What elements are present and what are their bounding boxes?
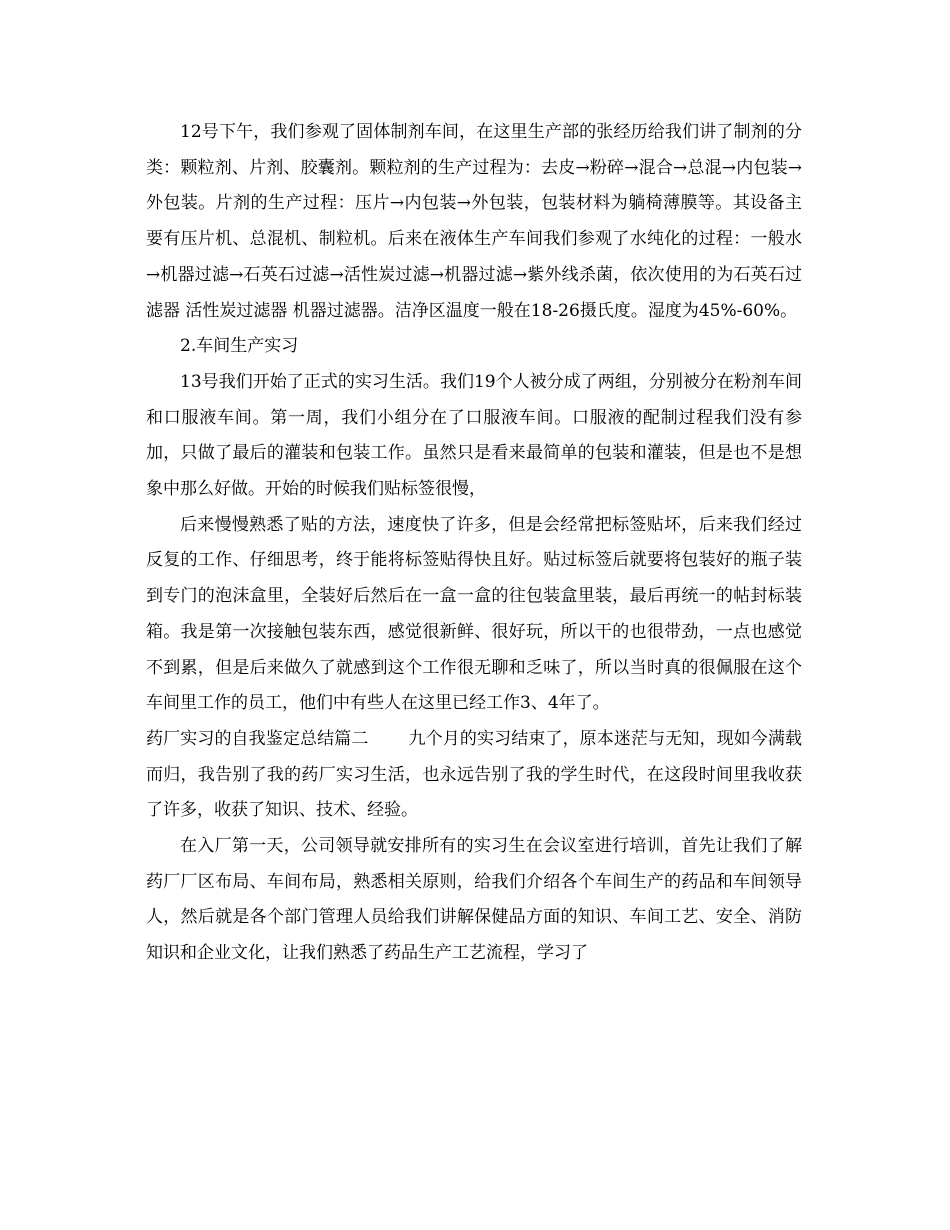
document-body [146, 115, 802, 972]
paragraph-internship-start: 13号我们开始了正式的实习生活。我们19个人被分成了两组，分别被分在粉剂车间和口服液车间。第一周，我们小组分在了口服液车间。口服液的配制过程我们没有参加，只做了最后的灌装和包装工作。虽然只是看来最简单的包装和灌装，但是也不是想象中那么好做。开始的时候我们贴标签很慢， [146, 371, 802, 500]
section-lead: 九个月的实习结束了，原本迷茫与无知，现如今满载而归，我告别了我的药厂实习生活，也永远告别了我的学生时代，在这段时间里我收获了许多，收获了知识、技术、经验。 [146, 728, 803, 821]
section-two-block [146, 722, 802, 829]
paragraph-solid-dosage-workshop: 12号下午，我们参观了固体制剂车间，在这里生产部的张经历给我们讲了制剂的分类：颗粒剂、片剂、胶囊剂。颗粒剂的生产过程为：去皮→粉碎→混合→总混→内包装→外包装。片剂的生产过程：压片→内包装→外包装，包装材料为躺椅薄膜等。其设备主要有压片机、总混机、制粒机。后来在液体生产车间我们参观了水纯化的过程：一般水→机器过滤→石英石过滤→活性炭过滤→机器过滤→紫外线杀菌，依次使用的为石英石过滤器 活性炭过滤器 机器过滤器。洁净区温度一般在18-26摄氏度。湿度为45%-60%。 [146, 122, 802, 321]
paragraph-labeling-work: 后来慢慢熟悉了贴的方法，速度快了许多，但是会经常把标签贴坏，后来我们经过反复的工作、仔细思考，终于能将标签贴得快且好。贴过标签后就要将包装好的瓶子装到专门的泡沫盒里，全装好后然后在一盒一盒的往包装盒里装，最后再统一的帖封标装箱。我是第一次接触包装东西，感觉很新鲜、很好玩，所以干的也很带劲，一点也感觉不到累，但是后来做久了就感到这个工作很无聊和乏味了，所以当时真的很佩服在这个车间里工作的员工，他们中有些人在这里已经工作3、4年了。 [146, 514, 802, 714]
section-title: 药厂实习的自我鉴定总结篇二 [146, 728, 369, 749]
paragraph-first-day-training: 在入厂第一天，公司领导就安排所有的实习生在会议室进行培训，首先让我们了解药厂厂区布局、车间布局，熟悉相关原则，给我们介绍各个车间生产的药品和车间领导人，然后就是各个部门管理人员给我们讲解保健品方面的知识、车间工艺、安全、消防知识和企业文化，让我们熟悉了药品生产工艺流程，学习了 [146, 836, 802, 964]
subheading-workshop-practice: 2.车间生产实习 [180, 336, 299, 357]
